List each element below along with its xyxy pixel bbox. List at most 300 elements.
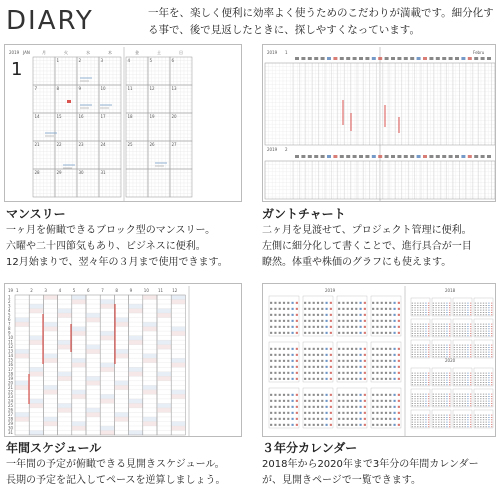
mini-month-frame	[453, 368, 472, 386]
mini-date-dot	[441, 373, 442, 374]
mini-date-dot	[338, 366, 340, 368]
mini-date-dot	[279, 412, 281, 414]
mini-date-dot	[412, 419, 413, 420]
mini-date-dot	[475, 375, 476, 376]
mini-date-dot	[351, 354, 353, 356]
mini-date-dot	[330, 302, 332, 304]
mini-date-dot	[486, 377, 487, 378]
mini-date-dot	[417, 356, 418, 357]
mini-date-dot	[326, 354, 328, 356]
mini-date-dot	[477, 419, 478, 420]
mini-date-dot	[364, 412, 366, 414]
mini-date-dot	[449, 405, 450, 406]
mini-date-dot	[483, 328, 484, 329]
yearly-day-number: 3	[8, 303, 11, 309]
mini-date-dot	[279, 332, 281, 334]
mini-date-dot	[433, 307, 434, 308]
mini-date-dot	[486, 394, 487, 395]
mini-date-dot	[296, 302, 298, 304]
mini-date-dot	[398, 326, 400, 328]
mini-date-dot	[420, 401, 421, 402]
mini-date-dot	[414, 422, 415, 423]
mini-date-dot	[441, 305, 442, 306]
gantt-day-header	[372, 57, 376, 60]
mini-date-dot	[456, 375, 457, 376]
mini-date-dot	[433, 403, 434, 404]
mini-date-dot	[296, 308, 298, 310]
mini-date-dot	[292, 354, 294, 356]
mini-date-dot	[462, 314, 463, 315]
yearly-day-number: 7	[8, 321, 11, 327]
yearly-month-label: 12	[172, 288, 178, 293]
yearly-month-column	[29, 295, 43, 435]
mini-date-dot	[326, 308, 328, 310]
mini-date-dot	[420, 349, 421, 350]
mini-date-dot	[428, 396, 429, 397]
mini-date-dot	[459, 310, 460, 311]
mini-date-dot	[414, 349, 415, 350]
mini-date-dot	[456, 424, 457, 425]
mini-date-dot	[304, 366, 306, 368]
red-mark	[67, 100, 71, 103]
mini-date-dot	[462, 417, 463, 418]
yearly-weekend-shade	[129, 309, 143, 314]
gantt-day-header	[468, 155, 472, 158]
mini-date-dot	[441, 354, 442, 355]
mini-date-dot	[456, 396, 457, 397]
mini-month-frame	[411, 319, 430, 337]
mini-date-dot	[480, 333, 481, 334]
mini-date-dot	[428, 312, 429, 313]
mini-date-dot	[270, 394, 272, 396]
gantt-chart-illustration	[263, 45, 496, 202]
mini-date-dot	[321, 406, 323, 408]
mini-date-dot	[477, 398, 478, 399]
mini-date-dot	[317, 332, 319, 334]
mini-date-dot	[360, 302, 362, 304]
monthly-date-number: 12	[149, 86, 155, 91]
mini-date-dot	[488, 354, 489, 355]
gantt-day-header	[378, 155, 382, 158]
mini-date-dot	[414, 354, 415, 355]
mini-date-dot	[480, 354, 481, 355]
mini-date-dot	[274, 326, 276, 328]
mini-date-dot	[417, 415, 418, 416]
mini-date-dot	[425, 324, 426, 325]
mini-date-dot	[449, 375, 450, 376]
mini-date-dot	[449, 328, 450, 329]
mini-date-dot	[283, 424, 285, 426]
mini-date-dot	[372, 366, 374, 368]
mini-date-dot	[441, 380, 442, 381]
mini-date-dot	[435, 305, 436, 306]
yearly-weekend-shade	[15, 318, 29, 323]
mini-date-dot	[470, 312, 471, 313]
mini-date-dot	[423, 396, 424, 397]
mini-date-dot	[417, 310, 418, 311]
mini-date-dot	[381, 418, 383, 420]
monthly-caption	[6, 206, 251, 271]
mini-date-dot	[486, 328, 487, 329]
mini-date-dot	[420, 415, 421, 416]
mini-date-dot	[433, 419, 434, 420]
mini-date-dot	[317, 418, 319, 420]
mini-date-dot	[467, 373, 468, 374]
mini-date-dot	[287, 302, 289, 304]
mini-date-dot	[412, 352, 413, 353]
mini-date-dot	[381, 372, 383, 374]
mini-date-dot	[454, 384, 455, 385]
yearly-weekend-shade	[29, 372, 43, 377]
mini-date-dot	[412, 415, 413, 416]
mini-date-dot	[444, 326, 445, 327]
mini-date-dot	[483, 333, 484, 334]
mini-date-dot	[279, 348, 281, 350]
mini-date-dot	[483, 356, 484, 357]
mini-date-dot	[467, 422, 468, 423]
mini-date-dot	[435, 328, 436, 329]
mini-date-dot	[488, 352, 489, 353]
mini-date-dot	[385, 326, 387, 328]
gantt-day-header	[410, 57, 414, 60]
mini-date-dot	[435, 303, 436, 304]
mini-date-dot	[462, 394, 463, 395]
mini-date-dot	[394, 412, 396, 414]
mini-date-dot	[483, 310, 484, 311]
mini-date-dot	[456, 312, 457, 313]
mini-date-dot	[454, 382, 455, 383]
mini-date-dot	[425, 377, 426, 378]
mini-date-dot	[483, 331, 484, 332]
mini-date-dot	[465, 401, 466, 402]
mini-date-dot	[470, 419, 471, 420]
mini-date-dot	[394, 378, 396, 380]
mini-date-dot	[412, 331, 413, 332]
mini-date-dot	[372, 406, 374, 408]
mini-date-dot	[342, 372, 344, 374]
mini-date-dot	[308, 354, 310, 356]
mini-date-dot	[475, 326, 476, 327]
mini-date-dot	[372, 320, 374, 322]
yearly-day-number: 9	[8, 330, 11, 336]
mini-date-dot	[417, 384, 418, 385]
mini-date-dot	[467, 345, 468, 346]
mini-date-dot	[462, 356, 463, 357]
mini-date-dot	[433, 384, 434, 385]
mini-date-dot	[467, 396, 468, 397]
mini-date-dot	[355, 378, 357, 380]
mini-date-dot	[480, 310, 481, 311]
mini-date-dot	[462, 426, 463, 427]
mini-date-dot	[433, 382, 434, 383]
mini-date-dot	[444, 382, 445, 383]
mini-date-dot	[441, 415, 442, 416]
mini-date-dot	[308, 348, 310, 350]
yearly-weekend-shade	[129, 336, 143, 341]
mini-date-dot	[454, 307, 455, 308]
monthly-body-line: 六曜や二十四節気もあり、ビジネスに便利。	[6, 241, 206, 252]
mini-date-dot	[467, 384, 468, 385]
mini-date-dot	[477, 314, 478, 315]
yearly-weekend-shade	[15, 412, 29, 417]
mini-date-dot	[389, 424, 391, 426]
mini-date-dot	[420, 326, 421, 327]
mini-date-dot	[435, 314, 436, 315]
mini-date-dot	[462, 349, 463, 350]
yearly-weekend-shade	[129, 304, 143, 309]
mini-date-dot	[412, 384, 413, 385]
mini-date-dot	[441, 382, 442, 383]
mini-date-dot	[491, 314, 492, 315]
mini-date-dot	[283, 332, 285, 334]
mini-date-dot	[274, 372, 276, 374]
mini-date-dot	[351, 302, 353, 304]
gantt-day-header	[333, 57, 337, 60]
mini-date-dot	[321, 302, 323, 304]
mini-date-dot	[428, 356, 429, 357]
mini-date-dot	[287, 308, 289, 310]
yearly-schedule-illustration	[5, 284, 242, 437]
mini-date-dot	[470, 415, 471, 416]
yearly-weekend-shade	[43, 322, 57, 327]
mini-date-dot	[470, 375, 471, 376]
monthly-heading: マンスリー	[6, 207, 66, 221]
mini-date-dot	[459, 356, 460, 357]
mini-date-dot	[428, 426, 429, 427]
mini-date-dot	[470, 382, 471, 383]
mini-date-dot	[449, 382, 450, 383]
mini-date-dot	[454, 333, 455, 334]
mini-date-dot	[414, 347, 415, 348]
mini-date-dot	[317, 326, 319, 328]
mini-date-dot	[475, 417, 476, 418]
mini-date-dot	[446, 314, 447, 315]
mini-date-dot	[360, 378, 362, 380]
mini-date-dot	[477, 426, 478, 427]
mini-date-dot	[477, 356, 478, 357]
mini-date-dot	[317, 366, 319, 368]
mini-date-dot	[342, 360, 344, 362]
mini-date-dot	[433, 333, 434, 334]
mini-date-dot	[491, 328, 492, 329]
monthly-date-number: 15	[56, 114, 62, 119]
mini-date-dot	[376, 412, 378, 414]
mini-date-dot	[372, 412, 374, 414]
mini-date-dot	[454, 326, 455, 327]
mini-date-dot	[389, 412, 391, 414]
mini-date-dot	[477, 375, 478, 376]
mini-date-dot	[486, 352, 487, 353]
mini-date-dot	[456, 401, 457, 402]
mini-date-dot	[414, 352, 415, 353]
mini-month-frame	[411, 410, 430, 428]
mini-date-dot	[467, 307, 468, 308]
mini-date-dot	[470, 347, 471, 348]
mini-date-dot	[283, 308, 285, 310]
mini-date-dot	[321, 332, 323, 334]
mini-date-dot	[292, 332, 294, 334]
mini-month-frame	[432, 410, 451, 428]
yearly-month-column	[143, 295, 157, 435]
mini-date-dot	[412, 356, 413, 357]
mini-date-dot	[483, 424, 484, 425]
mini-date-dot	[486, 307, 487, 308]
mini-date-dot	[462, 328, 463, 329]
yearly-weekend-shade	[72, 327, 86, 332]
yearly-weekend-shade	[100, 331, 114, 336]
mini-date-dot	[313, 354, 315, 356]
mini-date-dot	[486, 333, 487, 334]
mini-date-dot	[435, 312, 436, 313]
mini-date-dot	[486, 419, 487, 420]
mini-date-dot	[438, 324, 439, 325]
mini-date-dot	[364, 418, 366, 420]
mini-date-dot	[483, 303, 484, 304]
mini-date-dot	[435, 356, 436, 357]
mini-date-dot	[428, 303, 429, 304]
mini-date-dot	[283, 348, 285, 350]
mini-date-dot	[381, 366, 383, 368]
mini-date-dot	[385, 354, 387, 356]
mini-date-dot	[444, 333, 445, 334]
mini-date-dot	[428, 333, 429, 334]
yearly-day-number: 5	[8, 312, 11, 318]
mini-date-dot	[467, 324, 468, 325]
yearly-month-label: 3	[44, 288, 47, 293]
mini-date-dot	[491, 305, 492, 306]
mini-date-dot	[412, 333, 413, 334]
mini-date-dot	[475, 328, 476, 329]
mini-date-dot	[425, 424, 426, 425]
mini-date-dot	[342, 394, 344, 396]
gantt-month-label: 2	[285, 147, 288, 152]
mini-date-dot	[488, 419, 489, 420]
yearly-weekend-shade	[114, 412, 128, 417]
mini-date-dot	[467, 380, 468, 381]
mini-date-dot	[287, 424, 289, 426]
yearly-weekend-shade	[157, 408, 171, 413]
mini-date-dot	[342, 366, 344, 368]
gantt-day-header	[481, 155, 485, 158]
mini-date-dot	[433, 422, 434, 423]
mini-date-dot	[462, 305, 463, 306]
yearly-weekend-shade	[86, 318, 100, 323]
mini-date-dot	[351, 308, 353, 310]
mini-date-dot	[433, 335, 434, 336]
yearly-weekend-shade	[29, 399, 43, 404]
mini-date-dot	[313, 314, 315, 316]
mini-date-dot	[420, 331, 421, 332]
mini-date-dot	[389, 378, 391, 380]
mini-date-dot	[423, 398, 424, 399]
yearly-day-number: 21	[8, 384, 14, 390]
mini-date-dot	[435, 307, 436, 308]
mini-date-dot	[446, 303, 447, 304]
mini-date-dot	[462, 401, 463, 402]
mini-date-dot	[480, 373, 481, 374]
mini-date-dot	[417, 403, 418, 404]
mini-date-dot	[459, 415, 460, 416]
mini-date-dot	[480, 426, 481, 427]
mini-date-dot	[283, 400, 285, 402]
mini-date-dot	[456, 345, 457, 346]
mini-date-dot	[308, 400, 310, 402]
mini-date-dot	[477, 326, 478, 327]
mini-date-dot	[398, 406, 400, 408]
mini-date-dot	[465, 314, 466, 315]
mini-date-dot	[444, 403, 445, 404]
yearly-weekend-shade	[171, 394, 185, 399]
mini-date-dot	[398, 394, 400, 396]
mini-date-dot	[491, 354, 492, 355]
yearly-weekend-shade	[29, 403, 43, 408]
mini-date-dot	[456, 335, 457, 336]
yearly-weekend-shade	[15, 322, 29, 327]
mini-date-dot	[414, 380, 415, 381]
mini-date-dot	[398, 378, 400, 380]
mini-date-dot	[385, 394, 387, 396]
mini-date-dot	[454, 405, 455, 406]
mini-date-dot	[412, 310, 413, 311]
yearly-weekend-shade	[43, 385, 57, 390]
mini-date-dot	[279, 372, 281, 374]
mini-date-dot	[292, 394, 294, 396]
mini-date-dot	[414, 307, 415, 308]
mini-date-dot	[433, 349, 434, 350]
mini-date-dot	[376, 424, 378, 426]
mini-date-dot	[364, 366, 366, 368]
mini-date-dot	[486, 303, 487, 304]
mini-date-dot	[444, 375, 445, 376]
mini-date-dot	[296, 326, 298, 328]
yearly-weekend-shade	[143, 327, 157, 332]
yearly-day-number: 16	[8, 362, 14, 368]
mini-date-dot	[446, 377, 447, 378]
mini-date-dot	[425, 356, 426, 357]
mini-date-dot	[414, 415, 415, 416]
mini-date-dot	[417, 352, 418, 353]
mini-date-dot	[444, 422, 445, 423]
mini-date-dot	[483, 314, 484, 315]
mini-date-dot	[483, 373, 484, 374]
mini-date-dot	[435, 347, 436, 348]
yearly-weekend-shade	[29, 336, 43, 341]
yearly-weekend-shade	[43, 295, 57, 300]
mini-date-dot	[428, 417, 429, 418]
mini-date-dot	[459, 424, 460, 425]
mini-date-dot	[438, 382, 439, 383]
mini-date-dot	[459, 401, 460, 402]
mini-date-dot	[488, 345, 489, 346]
mini-date-dot	[454, 394, 455, 395]
mini-date-dot	[454, 356, 455, 357]
mini-date-dot	[475, 398, 476, 399]
mini-date-dot	[389, 360, 391, 362]
mini-date-dot	[477, 349, 478, 350]
mini-date-dot	[435, 382, 436, 383]
mini-date-dot	[488, 394, 489, 395]
mini-date-dot	[283, 360, 285, 362]
mini-date-dot	[283, 394, 285, 396]
gantt-day-header	[353, 155, 357, 158]
yearly-weekend-shade	[43, 390, 57, 395]
mini-date-dot	[330, 360, 332, 362]
mini-date-dot	[483, 352, 484, 353]
gantt-day-header	[487, 57, 491, 60]
mini-date-dot	[491, 307, 492, 308]
mini-date-dot	[425, 394, 426, 395]
mini-date-dot	[433, 324, 434, 325]
